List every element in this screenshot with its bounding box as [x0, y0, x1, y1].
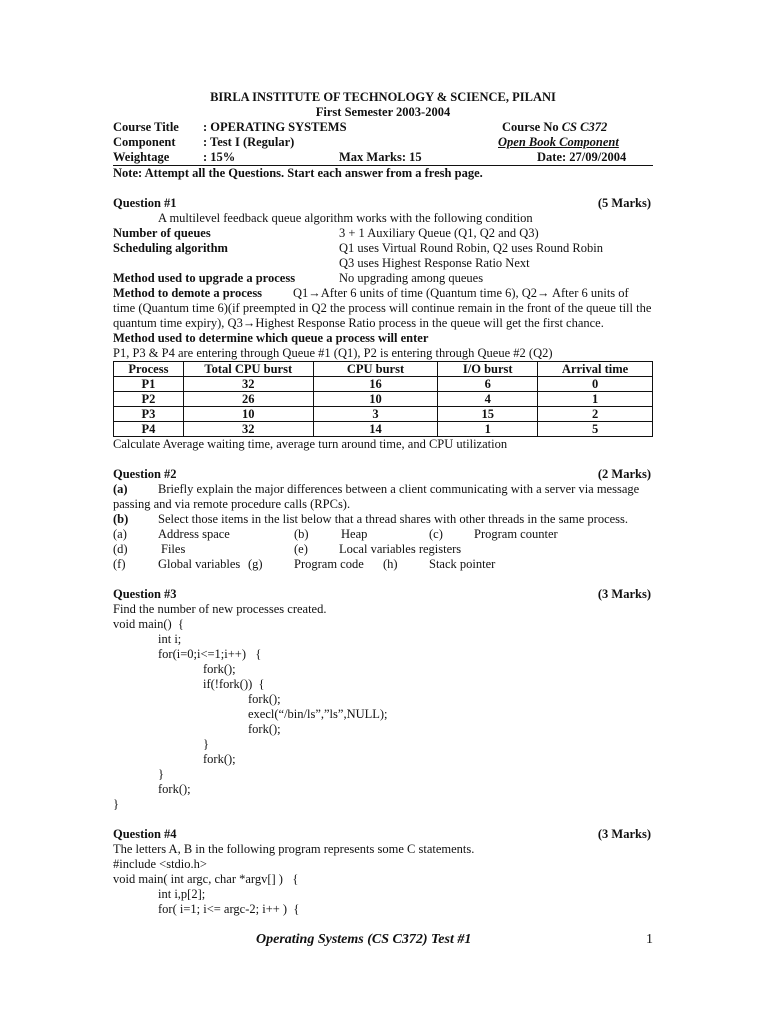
table-cell: 10	[313, 392, 438, 407]
list-item	[113, 527, 653, 542]
option-text: Files	[161, 542, 186, 556]
question-1-heading	[113, 196, 653, 211]
footer-title: Operating Systems (CS C372) Test #1	[256, 932, 472, 947]
demote-text-1: Q1→After 6 units of time (Quantum time 6), Q2→ After 6 units of	[293, 286, 629, 300]
component-row	[113, 135, 653, 150]
table-cell: 4	[438, 392, 538, 407]
exam-date: Date: 27/09/2004	[537, 150, 627, 164]
table-cell: 5	[538, 422, 653, 437]
code-line: fork();	[203, 662, 236, 676]
question-3-marks: (3 Marks)	[597, 587, 651, 601]
course-title-value: : OPERATING SYSTEMS	[203, 120, 347, 134]
question-4-marks: (3 Marks)	[597, 827, 651, 841]
table-row	[114, 377, 653, 392]
max-marks: Max Marks: 15	[339, 150, 422, 164]
code-line: }	[203, 737, 209, 751]
q2-a-text-1: Briefly explain the major differences between a client communicating with a server via message	[158, 482, 640, 496]
list-item	[113, 542, 653, 557]
code-line: #include <stdio.h>	[113, 857, 207, 871]
code-line: fork();	[248, 722, 281, 736]
entering-text: P1, P3 & P4 are entering through Queue #1 (Q1), P2 is entering through Queue #2 (Q2)	[113, 346, 553, 360]
table-cell: P4	[114, 422, 184, 437]
header-io-burst: I/O burst	[438, 362, 538, 377]
sched-row-2	[113, 256, 653, 271]
option-letter: (f)	[113, 557, 126, 571]
code-line: int i;	[158, 632, 182, 646]
table-cell: 15	[438, 407, 538, 422]
q2-a-text-2: passing and via remote procedure calls (RPCs).	[113, 497, 351, 511]
weightage-value: : 15%	[203, 150, 236, 164]
table-row	[114, 407, 653, 422]
header-process: Process	[114, 362, 184, 377]
upgrade-value: No upgrading among queues	[339, 271, 484, 285]
question-1-marks: (5 Marks)	[597, 196, 651, 210]
code-line: void main() {	[113, 617, 184, 631]
course-title-label: Course Title	[113, 120, 179, 134]
question-3-heading	[113, 587, 653, 602]
page-footer	[0, 932, 768, 950]
question-1-title: Question #1	[113, 196, 177, 210]
table-cell: 26	[183, 392, 313, 407]
table-cell: 10	[183, 407, 313, 422]
exam-page	[113, 90, 653, 917]
table-cell: 32	[183, 422, 313, 437]
table-cell: 6	[438, 377, 538, 392]
page-number: 1	[646, 932, 653, 947]
process-table-header	[114, 362, 653, 377]
table-row	[114, 422, 653, 437]
component-label: Component	[113, 135, 176, 149]
num-queues-row	[113, 226, 653, 241]
option-letter: (a)	[113, 527, 127, 541]
determine-label: Method used to determine which queue a process will enter	[113, 331, 429, 345]
demote-text-2: time (Quantum time 6)(if preempted in Q2 the process will continue remain in the front of the queue till the	[113, 301, 652, 315]
code-line: fork();	[248, 692, 281, 706]
code-line: }	[158, 767, 164, 781]
sched-label: Scheduling algorithm	[113, 241, 228, 255]
exam-note: Note: Attempt all the Questions. Start each answer from a fresh page.	[113, 166, 483, 180]
header-total-cpu-burst: Total CPU burst	[183, 362, 313, 377]
q2-a-label: (a)	[113, 482, 128, 496]
table-row	[114, 392, 653, 407]
table-cell: 14	[313, 422, 438, 437]
code-line: if(!fork()) {	[203, 677, 265, 691]
code-line: int i,p[2];	[158, 887, 206, 901]
option-text: Heap	[341, 527, 368, 541]
option-letter: (e)	[294, 542, 308, 556]
course-title-row	[113, 120, 653, 135]
question-3-intro: Find the number of new processes created.	[113, 602, 327, 616]
table-cell: 0	[538, 377, 653, 392]
question-2-heading	[113, 467, 653, 482]
question-4-title: Question #4	[113, 827, 177, 841]
table-cell: P2	[114, 392, 184, 407]
institute-name: BIRLA INSTITUTE OF TECHNOLOGY & SCIENCE, PILANI	[210, 90, 556, 104]
option-letter: (c)	[429, 527, 443, 541]
code-line: fork();	[158, 782, 191, 796]
table-cell: 3	[313, 407, 438, 422]
question-3-title: Question #3	[113, 587, 177, 601]
num-queues-value: 3 + 1 Auxiliary Queue (Q1, Q2 and Q3)	[339, 226, 539, 240]
table-cell: P3	[114, 407, 184, 422]
sched-row	[113, 241, 653, 256]
semester: First Semester 2003-2004	[315, 105, 451, 119]
course-no	[502, 120, 607, 135]
table-cell: 1	[538, 392, 653, 407]
code-line: for(i=0;i<=1;i++) {	[158, 647, 262, 661]
option-letter: (d)	[113, 542, 128, 556]
option-text: Global variables	[158, 557, 241, 571]
num-queues-label: Number of queues	[113, 226, 211, 240]
weightage-row	[113, 150, 653, 166]
table-cell: 1	[438, 422, 538, 437]
course-no-label: Course No	[502, 120, 559, 134]
question-2-title: Question #2	[113, 467, 177, 481]
list-item	[113, 557, 653, 572]
code-line: execl(“/bin/ls”,”ls”,NULL);	[248, 707, 388, 721]
table-cell: 2	[538, 407, 653, 422]
option-text: Program code	[294, 557, 364, 571]
header-arrival-time: Arrival time	[538, 362, 653, 377]
component-value: : Test I (Regular)	[203, 135, 295, 149]
q2-part-a	[113, 482, 653, 497]
sched-value-1: Q1 uses Virtual Round Robin, Q2 uses Round Robin	[339, 241, 603, 255]
upgrade-row	[113, 271, 653, 286]
question-4-heading	[113, 827, 653, 842]
option-letter: (g)	[248, 557, 263, 571]
option-letter: (b)	[294, 527, 309, 541]
demote-text-3: quantum time expiry), Q3→Highest Response Ratio process in the queue will get the first chance.	[113, 316, 604, 330]
option-text: Local variables registers	[339, 542, 462, 556]
q2-b-text: Select those items in the list below that a thread shares with other threads in the same process.	[158, 512, 629, 526]
demote-label: Method to demote a process	[113, 286, 263, 300]
process-table	[113, 361, 653, 437]
sched-value-2: Q3 uses Highest Response Ratio Next	[339, 256, 530, 270]
code-line: }	[113, 797, 119, 811]
weightage-label: Weightage	[113, 150, 170, 164]
question-1-intro: A multilevel feedback queue algorithm works with the following condition	[158, 211, 533, 225]
q2-b-label: (b)	[113, 512, 129, 526]
code-line: for( i=1; i<= argc-2; i++ ) {	[158, 902, 300, 916]
demote-row	[113, 286, 653, 301]
question-4-intro: The letters A, B in the following program represents some C statements.	[113, 842, 475, 856]
q2-part-b	[113, 512, 653, 527]
option-letter: (h)	[383, 557, 398, 571]
option-text: Program counter	[474, 527, 558, 541]
code-line: fork();	[203, 752, 236, 766]
code-line: void main( int argc, char *argv[] ) {	[113, 872, 299, 886]
course-no-value: CS C372	[561, 120, 608, 134]
table-cell: 32	[183, 377, 313, 392]
header-cpu-burst: CPU burst	[313, 362, 438, 377]
table-cell: 16	[313, 377, 438, 392]
calculate-instruction: Calculate Average waiting time, average turn around time, and CPU utilization	[113, 437, 508, 451]
upgrade-label: Method used to upgrade a process	[113, 271, 296, 285]
component-type: Open Book Component	[498, 135, 619, 149]
question-2-marks: (2 Marks)	[597, 467, 651, 481]
option-text: Stack pointer	[429, 557, 496, 571]
option-text: Address space	[158, 527, 230, 541]
table-cell: P1	[114, 377, 184, 392]
